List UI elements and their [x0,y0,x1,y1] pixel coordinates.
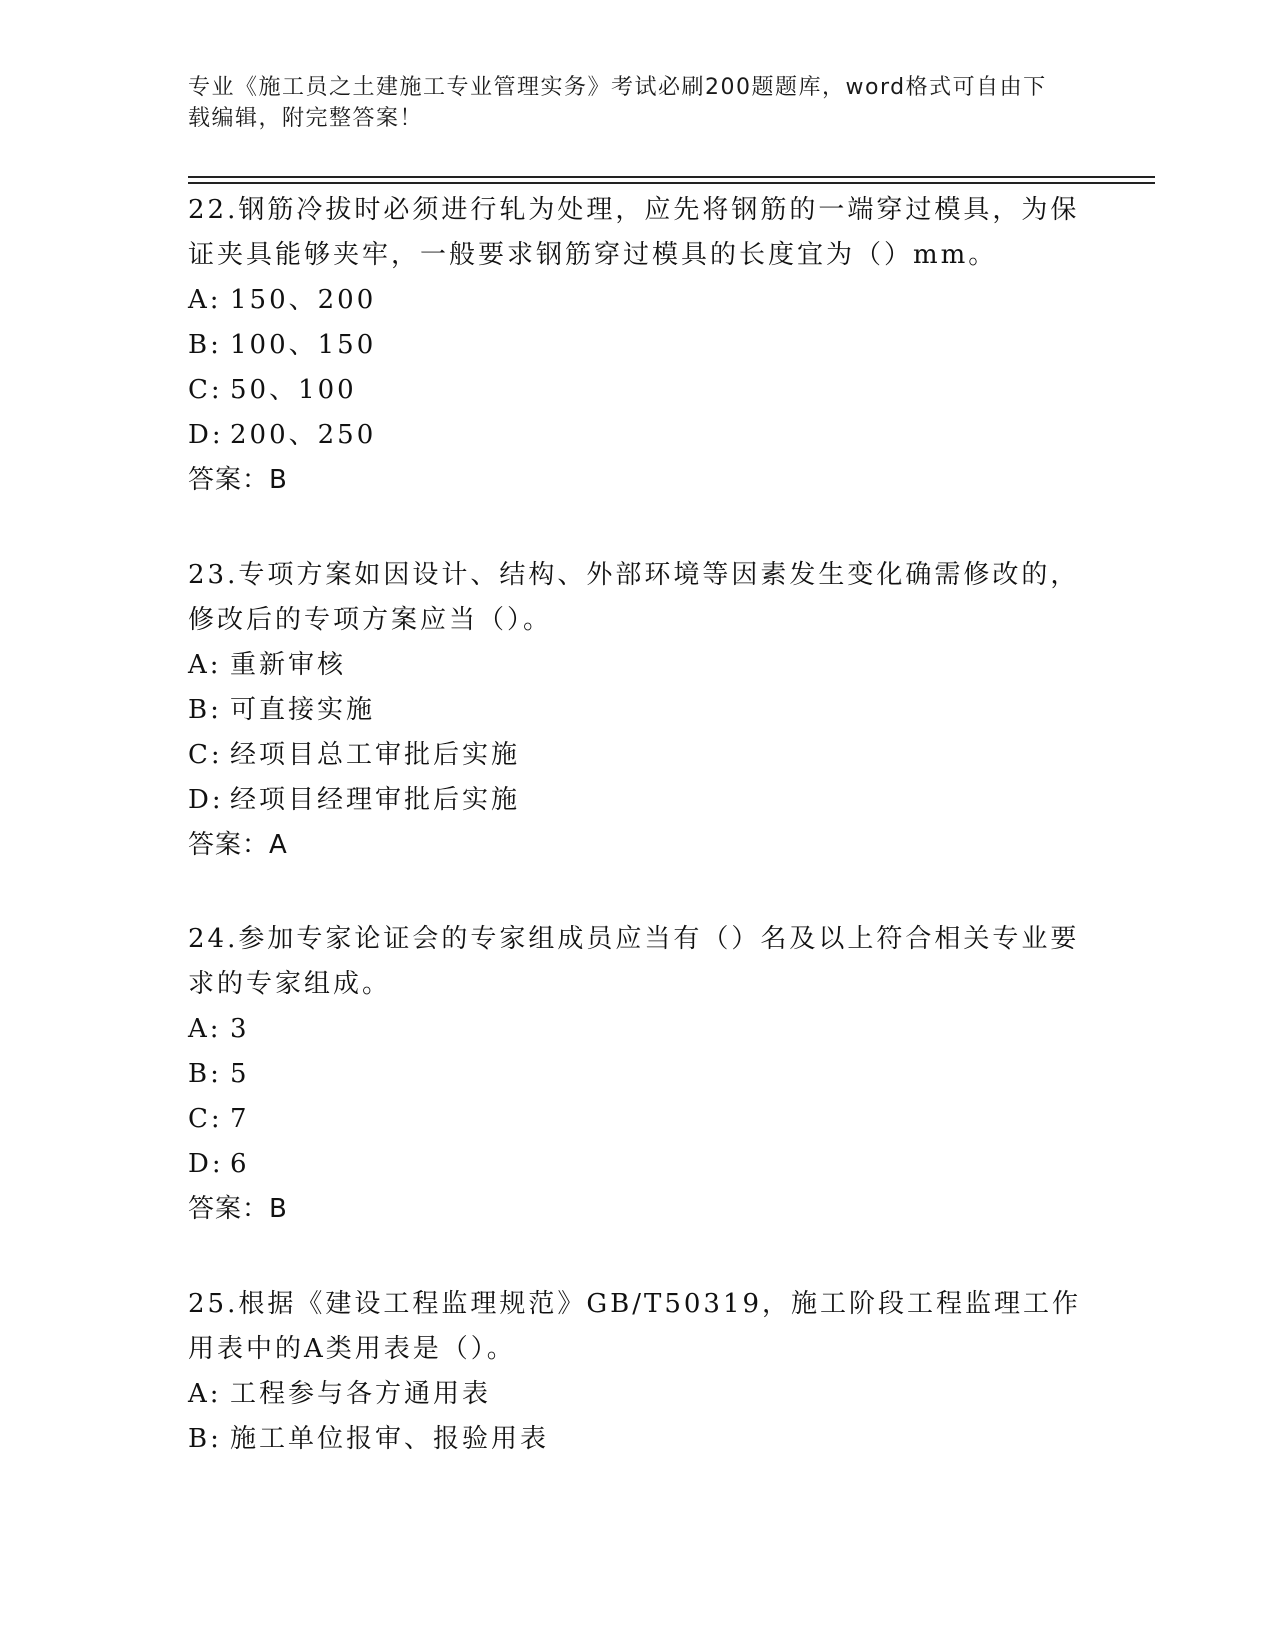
option-b [188,1052,1088,1097]
option-b [188,1417,1088,1462]
option-b [188,688,1088,733]
answer-line: 答案：A [188,830,288,860]
option-key: B: [188,1424,222,1454]
question-22 [188,188,1088,503]
option-key: B: [188,695,222,725]
header-title: 专业《施工员之土建施工专业管理实务》考试必刷200题题库，word格式可自由下载编辑，附完整答案！ [188,75,1047,131]
option-value: 5 [230,1059,250,1089]
answer-line: 答案：B [188,1194,288,1224]
option-key: B: [188,330,222,360]
option-value: 7 [230,1104,250,1134]
option-key: A: [188,1014,222,1044]
option-key: D: [188,420,224,450]
question-24 [188,917,1088,1232]
option-a [188,643,1088,688]
option-c [188,368,1088,413]
header-divider-bottom [188,182,1155,184]
option-a [188,1372,1088,1417]
option-key: D: [188,1149,224,1179]
option-value: 6 [230,1149,250,1179]
question-25 [188,1282,1088,1462]
option-value: 3 [230,1014,250,1044]
header-divider-top [188,176,1155,178]
option-key: A: [188,650,222,680]
question-text: 23.专项方案如因设计、结构、外部环境等因素发生变化确需修改的，修改后的专项方案应当（）。 [188,560,1080,635]
option-d [188,1142,1088,1187]
option-d [188,413,1088,458]
option-key: B: [188,1059,222,1089]
option-a [188,1007,1088,1052]
option-c [188,733,1088,778]
document-header [188,72,1068,134]
question-23 [188,553,1088,868]
option-b [188,323,1088,368]
option-d [188,778,1088,823]
option-key: A: [188,285,222,315]
option-key: C: [188,375,223,405]
option-key: D: [188,785,224,815]
option-value: 经项目总工审批后实施 [230,740,521,770]
option-value: 经项目经理审批后实施 [230,785,521,815]
option-value: 150、200 [230,285,377,315]
option-key: C: [188,740,223,770]
question-text: 25.根据《建设工程监理规范》GB/T50319，施工阶段工程监理工作用表中的A类用表是（）。 [188,1289,1082,1364]
option-key: A: [188,1379,222,1409]
option-value: 施工单位报审、报验用表 [230,1424,550,1454]
option-value: 50、100 [230,375,357,405]
option-value: 可直接实施 [230,695,376,725]
option-value: 200、250 [230,420,377,450]
option-value: 工程参与各方通用表 [230,1379,492,1409]
option-key: C: [188,1104,223,1134]
question-text: 24.参加专家论证会的专家组成员应当有（）名及以上符合相关专业要求的专家组成。 [188,924,1080,999]
option-value: 重新审核 [230,650,347,680]
option-c [188,1097,1088,1142]
option-a [188,278,1088,323]
question-text: 22.钢筋冷拔时必须进行轧为处理，应先将钢筋的一端穿过模具，为保证夹具能够夹牢，一般要求钢筋穿过模具的长度宜为（）mm。 [188,195,1080,270]
answer-line: 答案：B [188,465,288,495]
option-value: 100、150 [230,330,377,360]
